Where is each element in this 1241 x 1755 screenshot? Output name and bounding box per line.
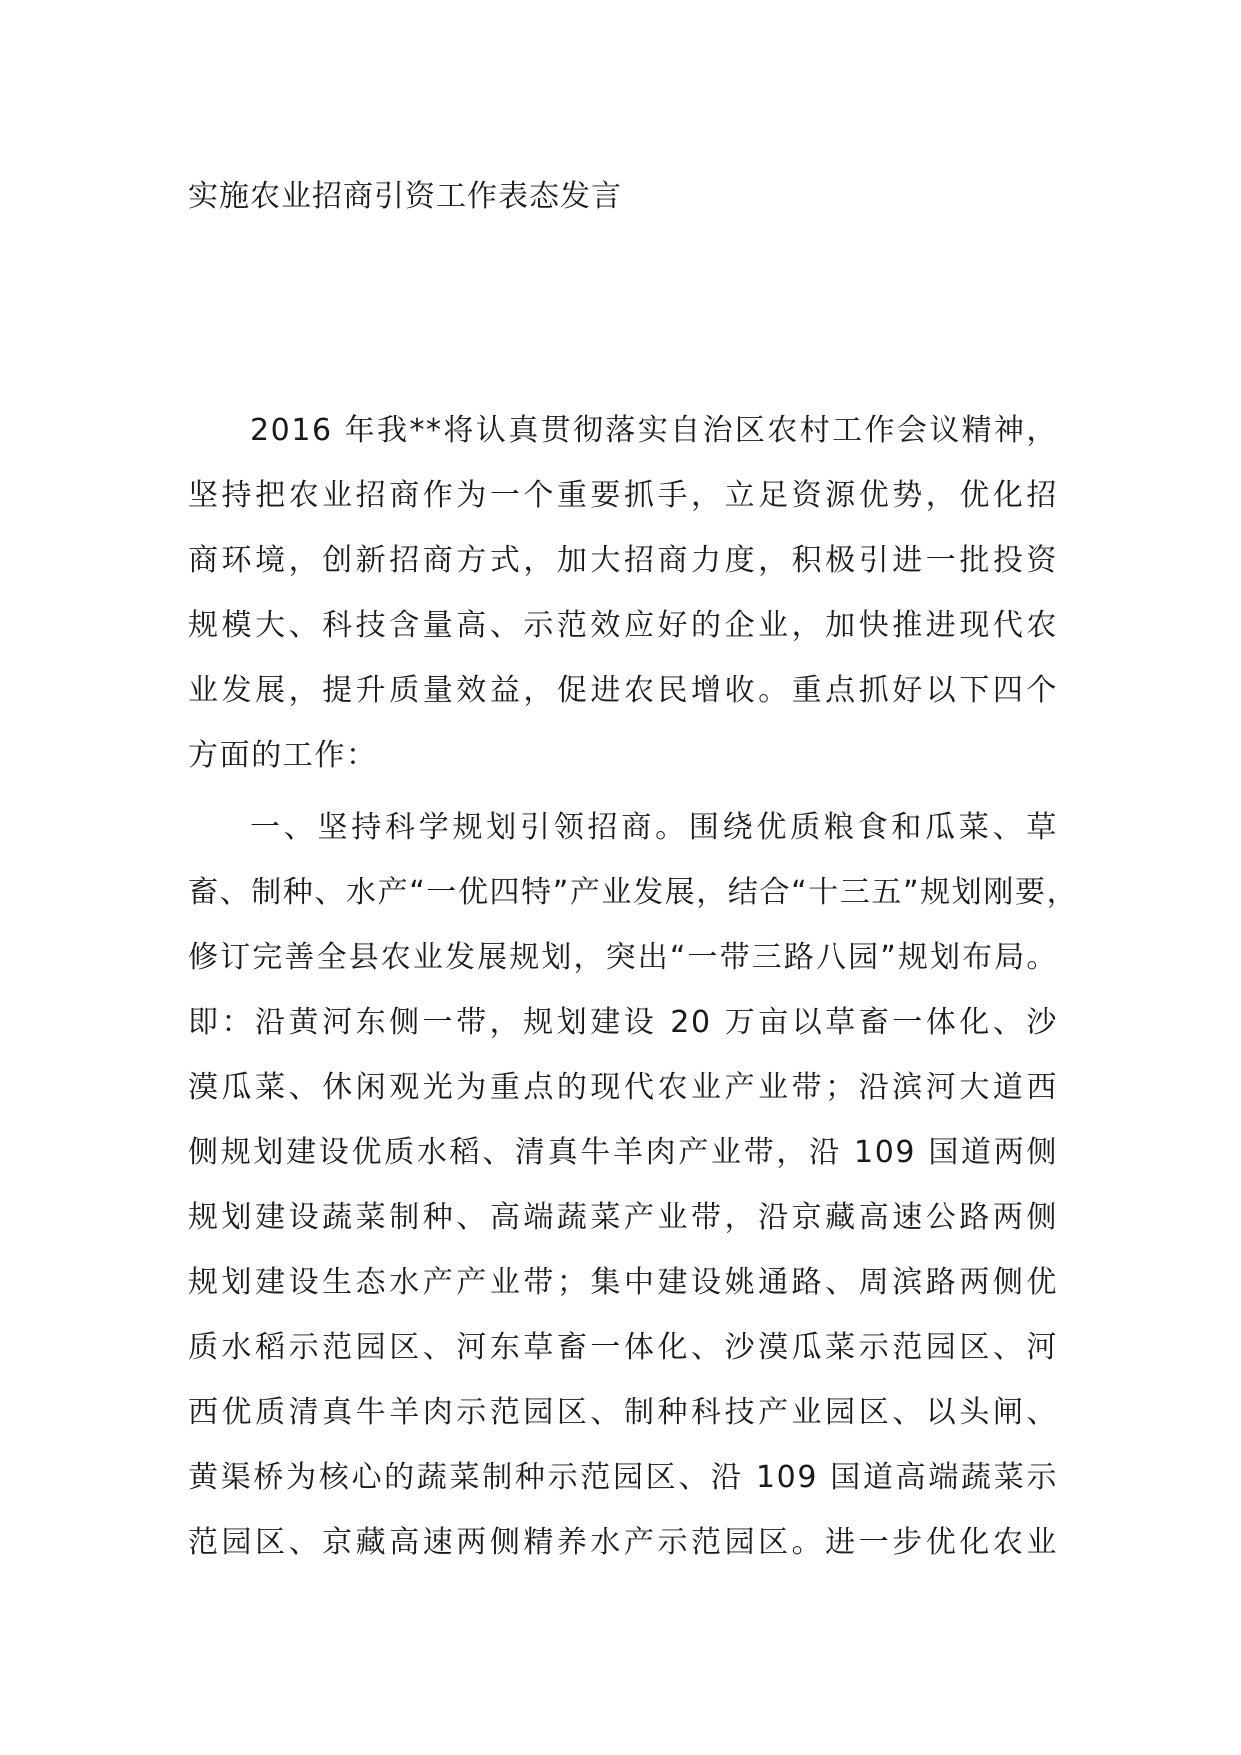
paragraph-line: 业发展，提升质量效益，促进农民增收。重点抓好以下四个 (188, 673, 1058, 708)
paragraph-line: 方面的工作： (188, 738, 378, 773)
paragraph-line: 修订完善全县农业发展规划，突出“一带三路八园”规划布局。 (188, 940, 1058, 975)
section-one-paragraph (188, 795, 1079, 1575)
paragraph-line: 即：沿黄河东侧一带，规划建设 20 万亩以草畜一体化、沙 (188, 1005, 1058, 1040)
paragraph-line: 规模大、科技含量高、示范效应好的企业，加快推进现代农 (188, 608, 1058, 643)
paragraph-line: 坚持把农业招商作为一个重要抓手，立足资源优势，优化招 (188, 478, 1058, 513)
paragraph-line: 黄渠桥为核心的蔬菜制种示范园区、沿 109 国道高端蔬菜示 (188, 1460, 1058, 1495)
paragraph-line: 一、坚持科学规划引领招商。围绕优质粮食和瓜菜、草 (250, 810, 1058, 845)
paragraph-line: 商环境，创新招商方式，加大招商力度，积极引进一批投资 (188, 543, 1058, 578)
paragraph-line: 侧规划建设优质水稻、清真牛羊肉产业带，沿 109 国道两侧 (188, 1135, 1058, 1170)
paragraph-line: 漠瓜菜、休闲观光为重点的现代农业产业带；沿滨河大道西 (188, 1070, 1058, 1105)
intro-paragraph (188, 398, 1058, 788)
paragraph-line: 规划建设蔬菜制种、高端蔬菜产业带，沿京藏高速公路两侧 (188, 1200, 1058, 1235)
document-body (188, 398, 1079, 1575)
paragraph-line: 2016 年我**将认真贯彻落实自治区农村工作会议精神， (250, 413, 1058, 448)
paragraph-line: 范园区、京藏高速两侧精养水产示范园区。进一步优化农业 (188, 1525, 1058, 1560)
paragraph-line: 规划建设生态水产产业带；集中建设姚通路、周滨路两侧优 (188, 1265, 1058, 1300)
document-title: 实施农业招商引资工作表态发言 (188, 179, 622, 214)
paragraph-line: 畜、制种、水产“一优四特”产业发展，结合“十三五”规划刚要， (188, 875, 1079, 910)
paragraph-line: 质水稻示范园区、河东草畜一体化、沙漠瓜菜示范园区、河 (188, 1330, 1058, 1365)
paragraph-line: 西优质清真牛羊肉示范园区、制种科技产业园区、以头闸、 (188, 1395, 1058, 1430)
